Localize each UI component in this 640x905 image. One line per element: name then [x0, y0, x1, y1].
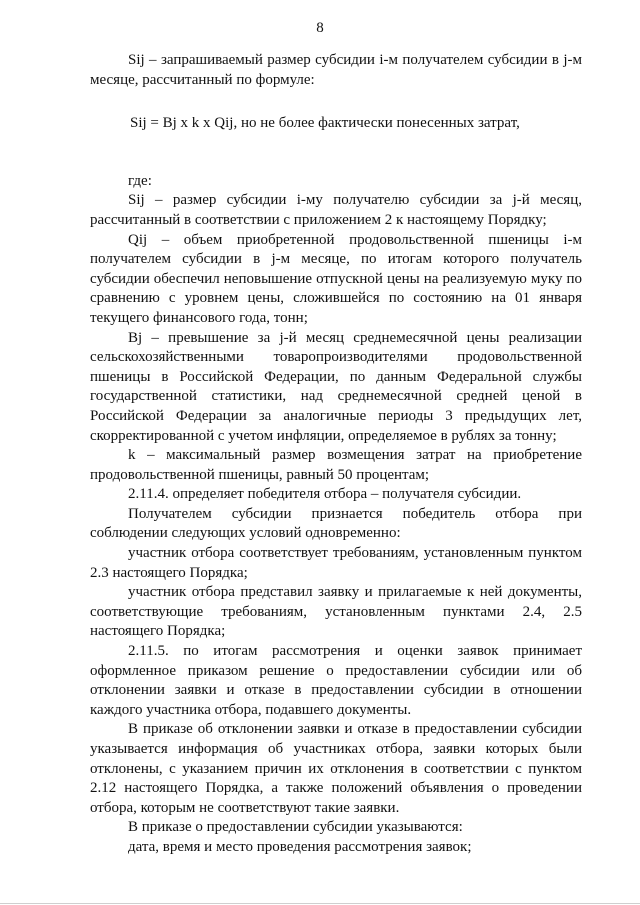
document-body: [90, 51, 582, 858]
paragraph-review-date: дата, время и место проведения рассмотрения заявок;: [128, 838, 472, 855]
subsidy-formula: Sij = Bj x k x Qij, но не более фактически понесенных затрат,: [130, 115, 520, 132]
paragraph-2-11-4: 2.11.4. определяет победителя отбора – получателя субсидии.: [128, 486, 522, 503]
paragraph-2-11-5: 2.11.5. по итогам рассмотрения и оценки заявок принимает оформленное приказом решение о предоставлении субсидии или об отклонении заявки и отказе в предоставлении субсидии в отношении каждого участника отбора, подавшего документы.: [90, 643, 582, 718]
paragraph-condition-1: участник отбора соответствует требованиям, установленным пунктом 2.3 настоящего Порядка;: [90, 545, 582, 581]
paragraph-condition-2: участник отбора представил заявку и прилагаемые к ней документы, соответствующие требованиям, установленным пунктами 2.4, 2.5 настоящего Порядка;: [90, 584, 582, 640]
page-number: 8: [316, 20, 324, 36]
paragraph-winner-conditions: Получателем субсидии признается победитель отбора при соблюдении следующих условий одновременно:: [90, 505, 582, 542]
paragraph-rejection-order: В приказе об отклонении заявки и отказе в предоставлении субсидии указывается информация об участниках отбора, заявки которых были отклонены, с указанием причин их отклонения в соответствии с пунктом 2.12 настоящего Порядка, а также положений объявления о проведении отбора, которым не соответствуют такие заявки.: [90, 721, 582, 816]
paragraph-sij-requested: Sij – запрашиваемый размер субсидии i-м получателем субсидии в j-м месяце, рассчитанный по формуле:: [90, 52, 582, 88]
paragraph-grant-order: В приказе о предоставлении субсидии указываются:: [128, 819, 463, 836]
paragraph-sij-definition: Sij – размер субсидии i-му получателю субсидии за j-й месяц, рассчитанный в соответствии с приложением 2 к настоящему Порядку;: [90, 192, 582, 228]
page-bottom-edge: [0, 903, 640, 904]
paragraph-bj-definition: Bj – превышение за j-й месяц среднемесячной цены реализации сельскохозяйственными товаропроизводителями продовольственной пшеницы в Российской Федерации, по данным Федеральной службы государственной статистики, над среднемесячной средней ценой в Российской Федерации за аналогичные периоды 3 предыдущих лет, скорректированной с учетом инфляции, определяемое в рублях за тонну;: [90, 329, 582, 444]
paragraph-k-definition: k – максимальный размер возмещения затрат на приобретение продовольственной пшеницы, равный 50 процентам;: [90, 447, 582, 483]
paragraph-qij-definition: Qij – объем приобретенной продовольственной пшеницы i-м получателем субсидии в j-м месяце, по итогам которого получатель субсидии обеспечил неповышение отпускной цены на реализуемую муку по сравнению с уровнем цены, сложившейся по состоянию на 01 января текущего финансового года, тонн;: [90, 231, 582, 326]
paragraph-where: где:: [128, 172, 152, 189]
